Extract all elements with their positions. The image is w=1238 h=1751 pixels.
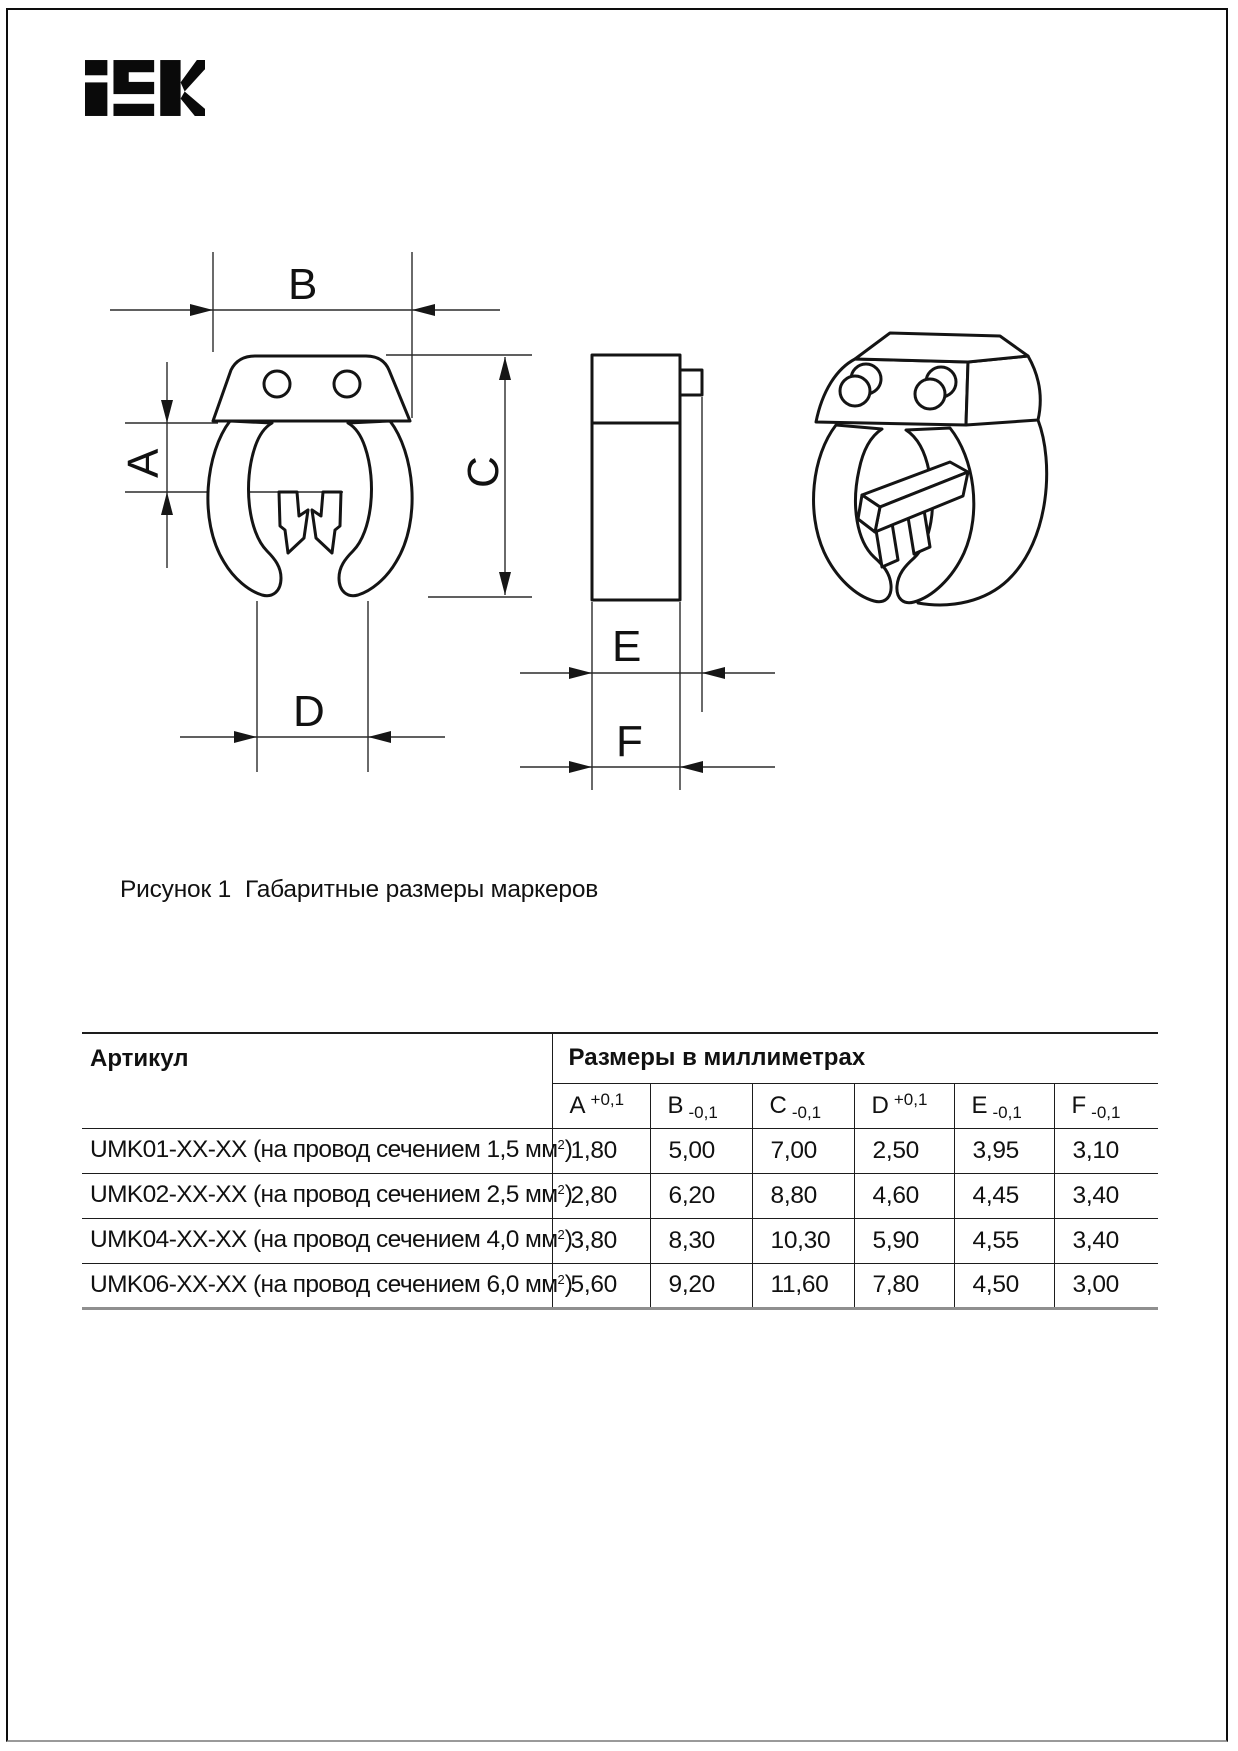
dimension-value-cell: 3,80 — [552, 1218, 650, 1263]
iso-cap-right — [966, 356, 1040, 425]
squared-superscript: 2 — [557, 1271, 565, 1287]
dimension-value-cell: 3,40 — [1054, 1173, 1158, 1218]
dimension-value-cell: 3,40 — [1054, 1218, 1158, 1263]
col-letter: C — [769, 1091, 787, 1119]
col-header-E — [954, 1083, 1054, 1128]
arrow-b-right — [412, 304, 435, 316]
article-cell: UMK01-XX-XX (на провод сечением 1,5 $мм^2$) — [82, 1128, 552, 1173]
table-row — [82, 1128, 1158, 1173]
dim-label-e-text: E — [612, 622, 642, 671]
table-row — [82, 1263, 1158, 1308]
arrow-a-down — [161, 400, 173, 423]
dimension-value-cell: 3,10 — [1054, 1128, 1158, 1173]
dimension-value-cell: 3,00 — [1054, 1263, 1158, 1308]
side-body — [592, 355, 680, 600]
dimension-value-cell: 7,80 — [854, 1263, 954, 1308]
col-tolerance: -0,1 — [791, 1102, 822, 1122]
col-header-A — [552, 1083, 650, 1128]
dimension-value-cell: 2,50 — [854, 1128, 954, 1173]
dimensions-table — [82, 1032, 1158, 1310]
arrow-c-down — [499, 572, 511, 595]
iso-cap-top — [855, 333, 1028, 362]
dim-label-d-text: D — [293, 687, 325, 736]
dim-label-f-text: F — [616, 717, 643, 766]
figure-label: Рисунок 1 — [120, 876, 232, 903]
table-header-row — [82, 1033, 1158, 1083]
col-letter: E — [971, 1091, 988, 1119]
front-prong-left — [279, 492, 308, 553]
table-row — [82, 1218, 1158, 1263]
side-tab — [680, 370, 702, 395]
dim-label-b-text: B — [288, 260, 318, 309]
dimension-value-cell: 5,00 — [650, 1128, 752, 1173]
figure-caption — [120, 876, 598, 904]
arrow-a-up — [161, 492, 173, 515]
col-letter: D — [871, 1091, 889, 1119]
article-cell: UMK06-XX-XX (на провод сечением 6,0 $мм^2$) — [90, 1271, 573, 1299]
dimension-value-cell: 1,80 — [552, 1128, 650, 1173]
arrow-f-left — [569, 761, 592, 773]
squared-superscript: 2 — [557, 1137, 565, 1153]
marker-side-view — [592, 355, 702, 600]
col-letter: F — [1071, 1091, 1087, 1119]
dimension-value-cell: 11,60 — [752, 1263, 854, 1308]
article-column-header: Артикул — [82, 1033, 552, 1128]
col-header-C — [752, 1083, 854, 1128]
squared-superscript: 2 — [557, 1182, 565, 1198]
squared-superscript: 2 — [557, 1227, 565, 1243]
dimension-value-cell: 9,20 — [650, 1263, 752, 1308]
col-letter: B — [667, 1091, 684, 1119]
dimension-value-cell: 10,30 — [752, 1218, 854, 1263]
col-tolerance: -0,1 — [992, 1102, 1022, 1122]
marker-front-view — [208, 356, 412, 596]
iso-pin-right-front — [915, 379, 945, 409]
col-letter: A — [569, 1091, 586, 1119]
dimension-value-cell: 4,50 — [954, 1263, 1054, 1308]
dimension-value-cell: 3,95 — [954, 1128, 1054, 1173]
dimension-value-cell: 8,80 — [752, 1173, 854, 1218]
table-row — [82, 1173, 1158, 1218]
arrow-f-right — [680, 761, 703, 773]
arrow-d-left — [234, 731, 257, 743]
front-left-leg — [208, 421, 281, 596]
dimension-value-cell: 4,45 — [954, 1173, 1054, 1218]
arrow-d-right — [368, 731, 391, 743]
front-hole-right — [334, 371, 360, 397]
iso-pin-left-front — [840, 376, 870, 406]
col-tolerance: +0,1 — [893, 1089, 928, 1109]
dimension-value-cell: 8,30 — [650, 1218, 752, 1263]
col-tolerance: -0,1 — [1091, 1102, 1121, 1122]
article-cell: UMK04-XX-XX (на провод сечением 4,0 $мм^2$) — [82, 1218, 552, 1263]
col-tolerance: +0,1 — [590, 1089, 625, 1109]
dim-label-a-text: A — [119, 448, 168, 478]
front-cap — [213, 356, 410, 421]
marker-iso-view — [814, 333, 1047, 605]
front-hole-left — [264, 371, 290, 397]
article-cell: UMK02-XX-XX (на провод сечением 2,5 $мм^2$) — [82, 1173, 552, 1218]
front-right-leg — [339, 421, 412, 596]
arrow-e-left — [569, 667, 592, 679]
dimension-value-cell: 5,60 — [552, 1263, 650, 1308]
front-prong-right — [312, 492, 341, 553]
dimension-value-cell: 6,20 — [650, 1173, 752, 1218]
col-header-D — [854, 1083, 954, 1128]
col-header-B — [650, 1083, 752, 1128]
arrow-b-left — [190, 304, 213, 316]
sizes-group-header: Размеры в миллиметрах — [552, 1033, 1158, 1083]
arrow-e-right — [702, 667, 725, 679]
dimension-value-cell: 5,90 — [854, 1218, 954, 1263]
dimension-value-cell: 4,55 — [954, 1218, 1054, 1263]
dimension-value-cell: 2,80 — [552, 1173, 650, 1218]
dimension-value-cell: 4,60 — [854, 1173, 954, 1218]
figure-title: Габаритные размеры маркеров — [245, 876, 599, 903]
dim-label-c-text: C — [459, 456, 508, 488]
col-header-F — [1054, 1083, 1158, 1128]
dimension-value-cell: 7,00 — [752, 1128, 854, 1173]
arrow-c-up — [499, 357, 511, 380]
col-tolerance: -0,1 — [688, 1102, 718, 1122]
